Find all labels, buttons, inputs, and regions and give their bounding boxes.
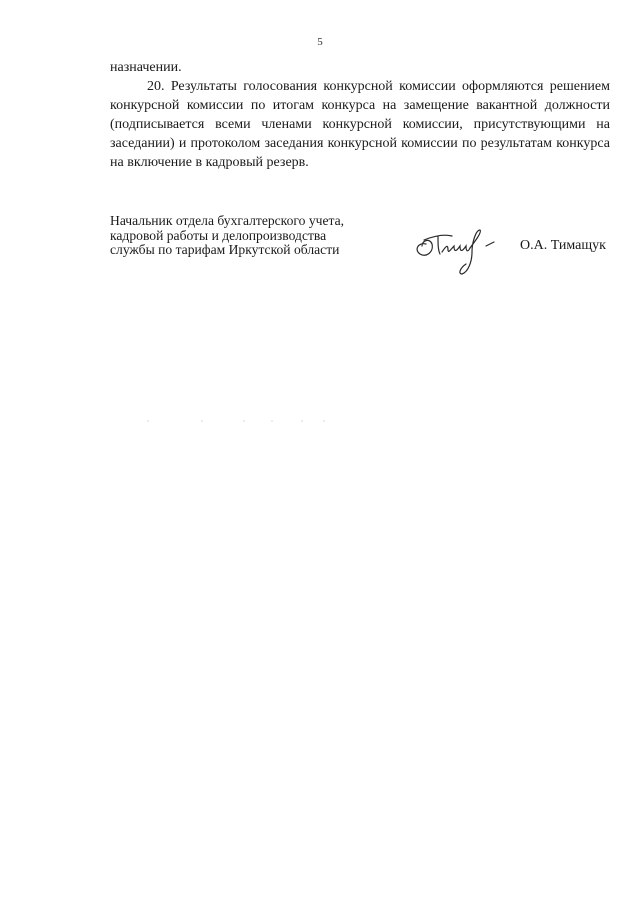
handwritten-signature-icon (408, 218, 508, 278)
signature-block (110, 214, 620, 284)
paragraph-20: 20. Результаты голосования конкурсной комиссии оформляются решением конкурсной комиссии по итогам конкурса на замещение вакантной должности (подписывается всеми членами конкурсной комиссии, присутствующими на заседании) и протоколом заседания конкурсной комиссии по результатам конкурса на включение в кадровый резерв. (110, 79, 610, 170)
signer-position-line-2: кадровой работы и делопроизводства (110, 227, 327, 243)
continued-line: назначении. (110, 60, 182, 75)
body-text (110, 58, 610, 172)
signer-name: О.А. Тимащук (520, 238, 606, 253)
signer-position (110, 214, 380, 258)
signer-position-line-3: службы по тарифам Иркутской области (110, 242, 340, 257)
scan-specks (140, 418, 340, 424)
signer-position-line-1: Начальник отдела бухгалтерского учета, (110, 213, 345, 228)
page-number: 5 (317, 36, 323, 48)
